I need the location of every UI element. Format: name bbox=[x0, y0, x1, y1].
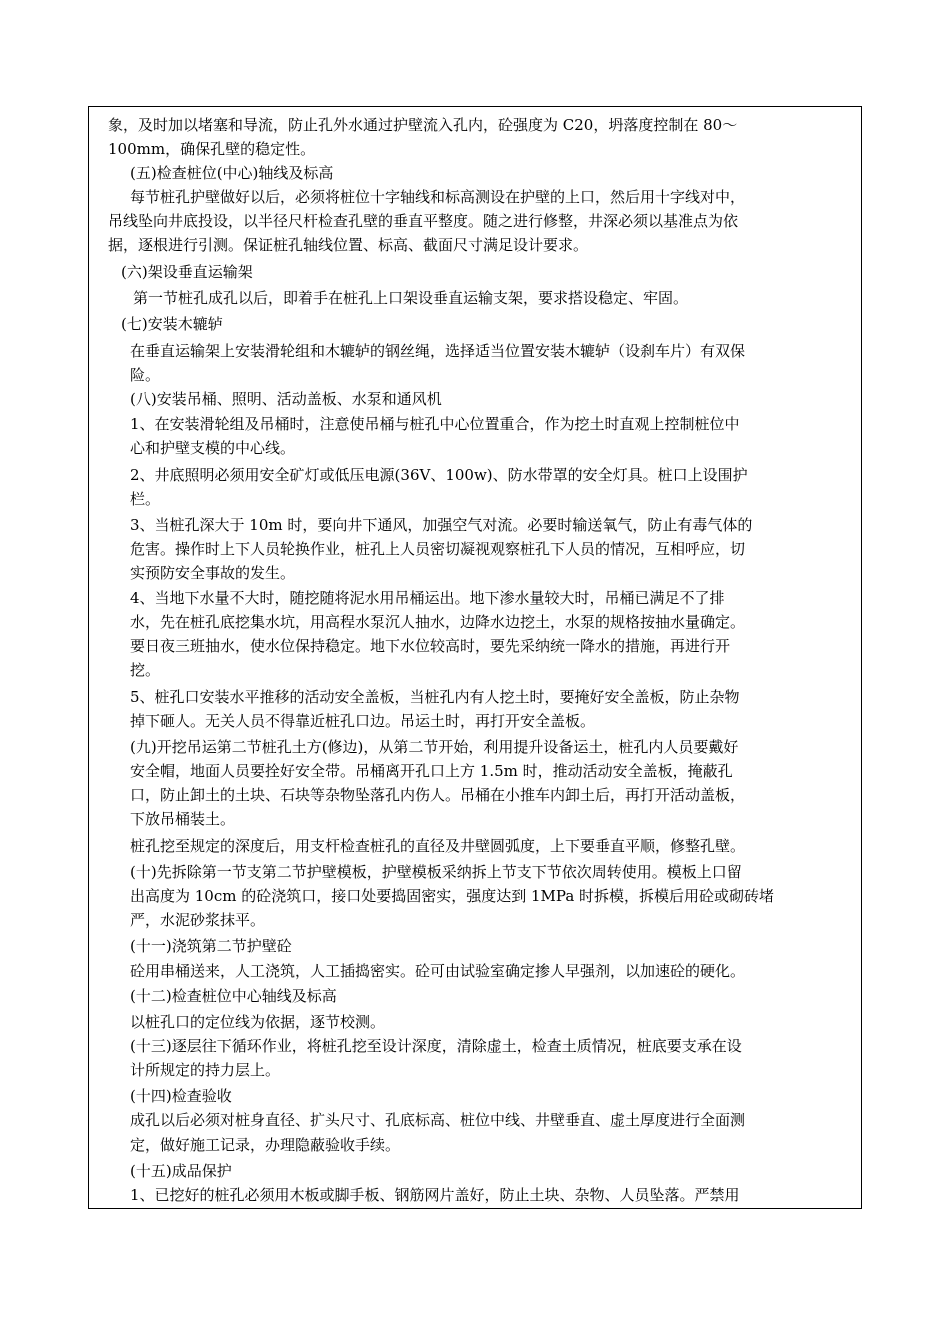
text-line: (十三)逐层往下循环作业，将桩孔挖至设计深度，清除虚土，检查土质情况，桩底要支承在设 bbox=[130, 1037, 742, 1055]
text-line: 2、井底照明必须用安全矿灯或低压电源(36V、100w)、防水带罩的安全灯具。桩口上设围护 bbox=[130, 466, 748, 484]
text-line: 5、桩孔口安装水平推移的活动安全盖板，当桩孔内有人挖土时，要掩好安全盖板，防止杂物 bbox=[130, 688, 740, 706]
text-line: 第一节桩孔成孔以后，即着手在桩孔上口架设垂直运输支架，要求搭设稳定、牢固。 bbox=[133, 289, 689, 307]
text-line: 定，做好施工记录，办理隐蔽验收手续。 bbox=[130, 1136, 401, 1154]
text-line: 计所规定的持力层上。 bbox=[130, 1061, 281, 1079]
text-line: 实预防安全事故的发生。 bbox=[130, 564, 296, 582]
text-line: 100mm，确保孔壁的稳定性。 bbox=[108, 140, 316, 158]
section-heading: (五)检查桩位(中心)轴线及标高 bbox=[130, 164, 334, 182]
text-line: 要日夜三班抽水，使水位保持稳定。地下水位较高时，要先采纳统一降水的措施，再进行开 bbox=[130, 637, 731, 655]
text-line: 安全帽，地面人员要拴好安全带。吊桶离开孔口上方 1.5m 时，推动活动安全盖板，掩蔽孔 bbox=[130, 762, 733, 780]
text-line: 心和护壁支模的中心线。 bbox=[130, 439, 296, 457]
text-line: (九)开挖吊运第二节桩孔土方(修边)，从第二节开始，利用提升设备运土，桩孔内人员要戴好 bbox=[130, 738, 739, 756]
text-line: 危害。操作时上下人员轮换作业，桩孔上人员密切凝视观察桩孔下人员的情况，互相呼应，切 bbox=[130, 540, 746, 558]
section-heading: (六)架设垂直运输架 bbox=[121, 263, 253, 281]
section-heading: (十五)成品保护 bbox=[130, 1162, 232, 1180]
text-line: 象，及时加以堵塞和导流，防止孔外水通过护壁流入孔内，砼强度为 C20，坍落度控制在 80～ bbox=[108, 116, 738, 134]
text-line: 严，水泥砂浆抹平。 bbox=[130, 911, 266, 929]
text-line: 以桩孔口的定位线为依据，逐节校测。 bbox=[130, 1013, 386, 1031]
text-line: 下放吊桶装土。 bbox=[130, 810, 236, 828]
text-line: 1、已挖好的桩孔必须用木板或脚手板、钢筋网片盖好，防止土块、杂物、人员坠落。严禁用 bbox=[130, 1186, 740, 1204]
text-line: 成孔以后必须对桩身直径、扩头尺寸、孔底标高、桩位中线、井壁垂直、虚土厚度进行全面测 bbox=[130, 1111, 746, 1129]
text-line: 1、在安装滑轮组及吊桶时，注意使吊桶与桩孔中心位置重合，作为挖土时直观上控制桩位中 bbox=[130, 415, 740, 433]
section-heading: (七)安装木辘轳 bbox=[121, 315, 223, 333]
text-line: 吊线坠向井底投设，以半径尺杆检查孔壁的垂直平整度。随之进行修整，井深必须以基准点为依 bbox=[108, 212, 739, 230]
section-heading: (十四)检查验收 bbox=[130, 1087, 232, 1105]
text-line: 掉下砸人。无关人员不得靠近桩孔口边。吊运土时，再打开安全盖板。 bbox=[130, 712, 596, 730]
text-line: 据，逐根进行引测。保证桩孔轴线位置、标高、截面尺寸满足设计要求。 bbox=[108, 236, 589, 254]
text-line: 4、当地下水量不大时，随挖随将泥水用吊桶运出。地下渗水量较大时，吊桶已满足不了排 bbox=[130, 589, 725, 607]
section-heading: (八)安装吊桶、照明、活动盖板、水泵和通风机 bbox=[130, 390, 442, 408]
text-line: 桩孔挖至规定的深度后，用支杆检查桩孔的直径及井壁圆弧度，上下要垂直平顺，修整孔壁。 bbox=[130, 837, 746, 855]
text-line: 每节桩孔护壁做好以后，必须将桩位十字轴线和标高测设在护壁的上口，然后用十字线对中， bbox=[130, 188, 746, 206]
text-line: (十)先拆除第一节支第二节护壁模板，护壁模板采纳拆上节支下节依次周转使用。模板上口留 bbox=[130, 863, 742, 881]
text-line: 水，先在桩孔底挖集水坑，用高程水泵沉人抽水，边降水边挖土，水泵的规格按抽水量确定。 bbox=[130, 613, 746, 631]
text-line: 栏。 bbox=[130, 490, 161, 508]
text-line: 口，防止卸土的土块、石块等杂物坠落孔内伤人。吊桶在小推车内卸土后，再打开活动盖板， bbox=[130, 786, 746, 804]
section-heading: (十一)浇筑第二节护壁砼 bbox=[130, 937, 292, 955]
text-line: 砼用串桶送来，人工浇筑，人工插捣密实。砼可由试验室确定掺人早强剂，以加速砼的硬化。 bbox=[130, 962, 746, 980]
text-line: 在垂直运输架上安装滑轮组和木辘轳的钢丝绳，选择适当位置安装木辘轳（设刹车片）有双保 bbox=[130, 342, 746, 360]
section-heading: (十二)检查桩位中心轴线及标高 bbox=[130, 987, 337, 1005]
text-line: 3、当桩孔深大于 10m 时，要向井下通风，加强空气对流。必要时输送氧气，防止有毒气体的 bbox=[130, 516, 753, 534]
text-line: 挖。 bbox=[130, 661, 161, 679]
text-line: 险。 bbox=[130, 366, 161, 384]
text-line: 出高度为 10cm 的砼浇筑口，接口处要捣固密实，强度达到 1MPa 时拆模，拆模后用砼或砌砖堵 bbox=[130, 887, 775, 905]
